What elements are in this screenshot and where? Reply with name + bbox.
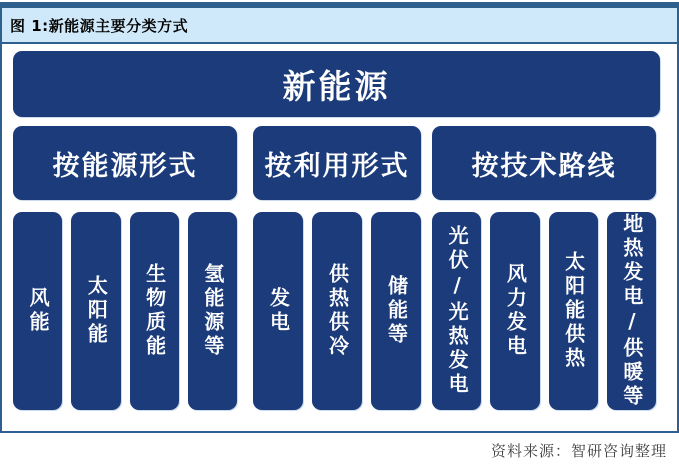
- leaf-row: [13, 212, 660, 410]
- root-node-new-energy: 新能源: [13, 51, 660, 117]
- figure-title: 图 1:新能源主要分类方式: [10, 16, 189, 35]
- diagram-area: [2, 44, 677, 431]
- leaf-label: 光伏/光热发电: [445, 225, 470, 397]
- leaf-node-wind-energy: [13, 212, 62, 410]
- leaf-node-hydrogen-energy: [188, 212, 237, 410]
- leaf-label: 发电: [266, 287, 291, 335]
- leaf-node-geothermal-power-heating: [607, 212, 656, 410]
- leaf-node-wind-power: [490, 212, 539, 410]
- leaf-label: 太阳能供热: [561, 251, 586, 371]
- leaf-node-solar-energy: [71, 212, 120, 410]
- leaf-label: 供热供冷: [325, 263, 350, 359]
- leaf-label: 地热发电/供暖等: [619, 213, 644, 409]
- group-header-by-energy-form: 按能源形式: [13, 126, 237, 200]
- leaf-label: 生物质能: [142, 263, 167, 359]
- leaf-label: 氢能源等: [200, 263, 225, 359]
- source-caption-text: 资料来源：智研咨询整理: [490, 444, 667, 460]
- leaf-node-biomass-energy: [130, 212, 179, 410]
- leaf-group-technology-route: [432, 212, 656, 410]
- source-caption: [0, 440, 679, 461]
- leaf-label: 太阳能: [84, 275, 109, 347]
- leaf-label: 风力发电: [503, 263, 528, 359]
- group-header-by-technology-route: 按技术路线: [432, 126, 656, 200]
- group-header-by-utilization-form: 按利用形式: [253, 126, 421, 200]
- leaf-label: 储能等: [384, 275, 409, 347]
- classification-header-row: [13, 126, 660, 200]
- figure-frame: [0, 2, 679, 433]
- leaf-node-heating-cooling: [312, 212, 362, 410]
- leaf-node-pv-solar-thermal-power: [432, 212, 481, 410]
- leaf-group-utilization-form: [253, 212, 421, 410]
- figure-title-bar: [2, 8, 677, 44]
- leaf-node-solar-heating: [549, 212, 598, 410]
- leaf-label: 风能: [26, 287, 51, 335]
- leaf-node-energy-storage: [371, 212, 421, 410]
- leaf-node-power-generation: [253, 212, 303, 410]
- leaf-group-energy-form: [13, 212, 237, 410]
